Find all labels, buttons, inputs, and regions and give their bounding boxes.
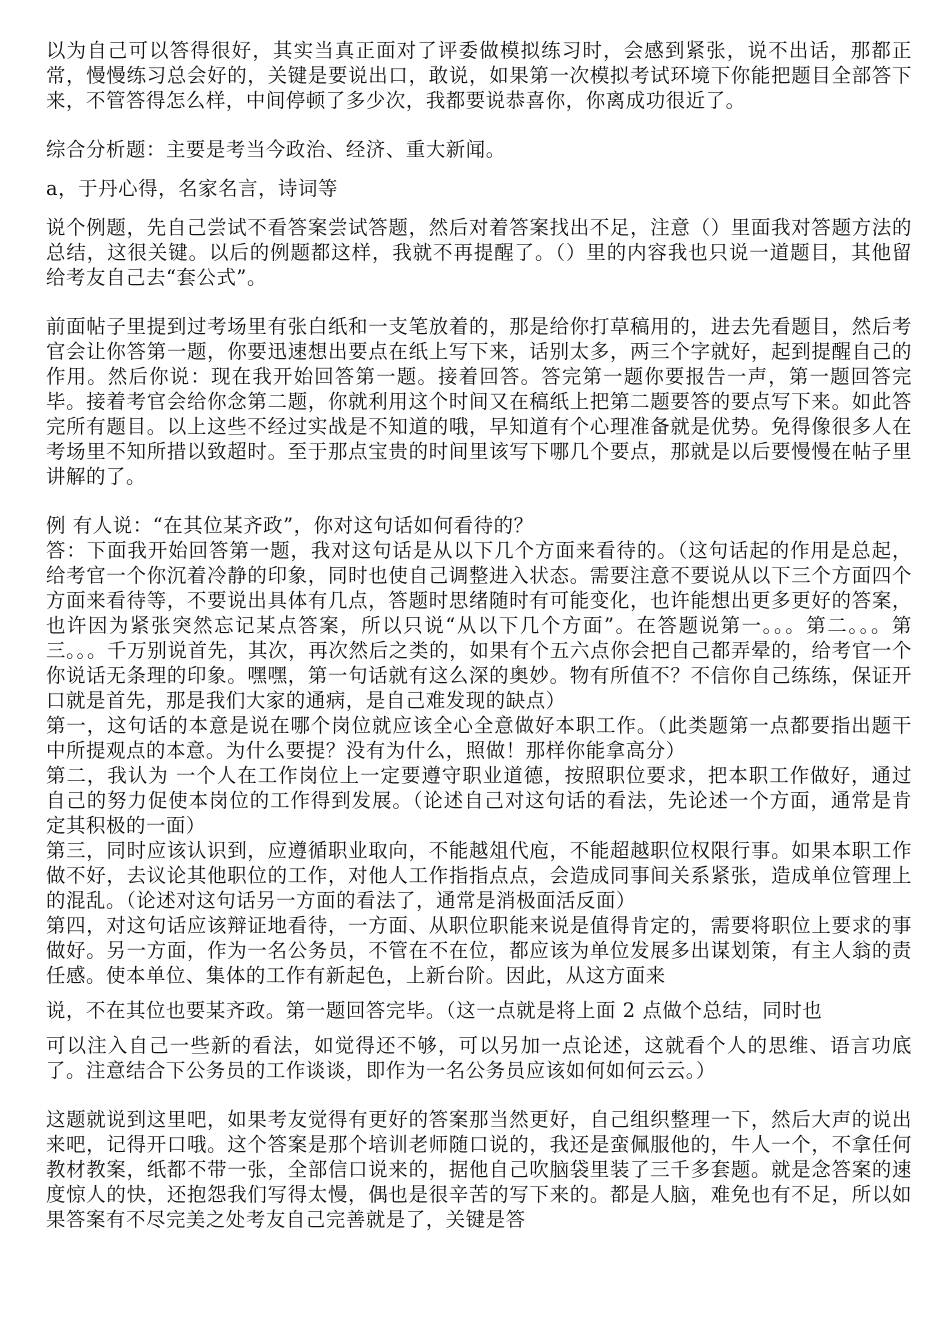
- paragraph-closing: 这题就说到这里吧，如果考友觉得有更好的答案那当然更好，自己组织整理一下，然后大声的说出来吧，记得开口哦。这个答案是那个培训老师随口说的，我还是蛮佩服他的，牛人一个，不拿任何教材教案，纸都不带一张，全部信口说来的，据他自己吹脑袋里装了三千多套题。就是念答案的速度惊人的快，还抱怨我们写得太慢，偶也是很辛苦的写下来的。都是人脑，难免也有不足，所以如果答案有不尽完美之处考友自己完善就是了，关键是答: [46, 1108, 912, 1231]
- paragraph-intro: 以为自己可以答得很好，其实当真正面对了评委做模拟练习时，会感到紧张，说不出话，那都正常，慢慢练习总会好的，关键是要说出口，敢说，如果第一次模拟考试环境下你能把题目全部答下来，不管答得怎么样，中间停顿了多少次，我都要说恭喜你，你离成功很近了。: [46, 39, 912, 112]
- paragraph-point-four: 第四，对这句话应该辩证地看待，一方面、从职位职能来说是值得肯定的，需要将职位上要求的事做好。另一方面，作为一名公务员，不管在不在位，都应该为单位发展多出谋划策，有主人翁的责任感。使本单位、集体的工作有新起色，上新台阶。因此，从这方面来: [46, 914, 912, 987]
- paragraph-point-one: 第一，这句话的本意是说在哪个岗位就应该全心全意做好本职工作。（此类题第一点都要指出题干中所提观点的本意。为什么要提？没有为什么，照做！那样你能拿高分）: [46, 714, 912, 762]
- paragraph-references: a，于丹心得，名家名言，诗词等: [46, 177, 339, 200]
- document-page: [46, 38, 912, 1232]
- paragraph-point-two: 第二，我认为 一个人在工作岗位上一定要遵守职业道德，按照职位要求，把本职工作做好，通过自己的努力促使本岗位的工作得到发展。（论述自己对这句话的看法，先论述一个方面，通常是肯定其积极的一面）: [46, 764, 912, 837]
- paragraph-answer-opening: 答：下面我开始回答第一题，我对这句话是从以下几个方面来看待的。（这句话起的作用是总起，给考官一个你沉着冷静的印象，同时也使自己调整进入状态。需要注意不要说从以下三个方面四个方面来看待等，不要说出具体有几点，答题时思绪随时有可能变化，也许能想出更多更好的答案，也许因为紧张突然忘记某点答案，所以只说“从以下几个方面”。在答题说第一。。。第二。。。第三。。。千万别说首先，其次，再次然后之类的，如果有个五六点你会把自己都弄晕的，给考官一个你说话无条理的印象。嘿嘿，第一句话就有这么深的奥妙。物有所值不？不信你自己练练，保证开口就是首先，那是我们大家的通病，是自己难发现的缺点）: [46, 539, 912, 712]
- paragraph-exam-room: 前面帖子里提到过考场里有张白纸和一支笔放着的，那是给你打草稿用的，进去先看题目，然后考官会让你答第一题，你要迅速想出要点在纸上写下来，话别太多，两三个字就好，起到提醒自己的作用。然后你说：现在我开始回答第一题。接着回答。答完第一题你要报告一声，第一题回答完毕。接着考官会给你念第二题，你就利用这个时间又在稿纸上把第二题要答的要点写下来。如此答完所有题目。以上这些不经过实战是不知道的哦，早知道有个心理准备就是优势。免得像很多人在考场里不知所措以致超时。至于那点宝贵的时间里该写下哪几个要点，那就是以后要慢慢在帖子里讲解的了。: [46, 315, 912, 488]
- paragraph-point-three: 第三，同时应该认识到，应遵循职业取向，不能越俎代庖，不能超越职位权限行事。如果本职工作做不好，去议论其他职位的工作，对他人工作指指点点，会造成同事间关系紧张，造成单位管理上的混乱。（论述对这句话另一方面的看法了，通常是消极面活反面）: [46, 839, 912, 912]
- paragraph-point-four-continued: 说，不在其位也要某齐政。第一题回答完毕。（这一点就是将上面 2 点做个总结，同时也: [46, 999, 823, 1022]
- paragraph-example-intro: 说个例题，先自己尝试不看答案尝试答题，然后对着答案找出不足，注意（）里面我对答题方法的总结，这很关键。以后的例题都这样，我就不再提醒了。（）里的内容我也只说一道题目，其他留给考友自己去“套公式”。: [46, 216, 912, 289]
- paragraph-example-question: 例 有人说：“在其位某齐政”，你对这句话如何看待的？: [46, 514, 534, 537]
- paragraph-point-four-summary: 可以注入自己一些新的看法，如觉得还不够，可以另加一点论述，这就看个人的思维、语言功底了。注意结合下公务员的工作谈谈，即作为一名公务员应该如何如何云云。）: [46, 1034, 912, 1082]
- paragraph-comprehensive-topic: 综合分析题：主要是考当今政治、经济、重大新闻。: [46, 138, 506, 161]
